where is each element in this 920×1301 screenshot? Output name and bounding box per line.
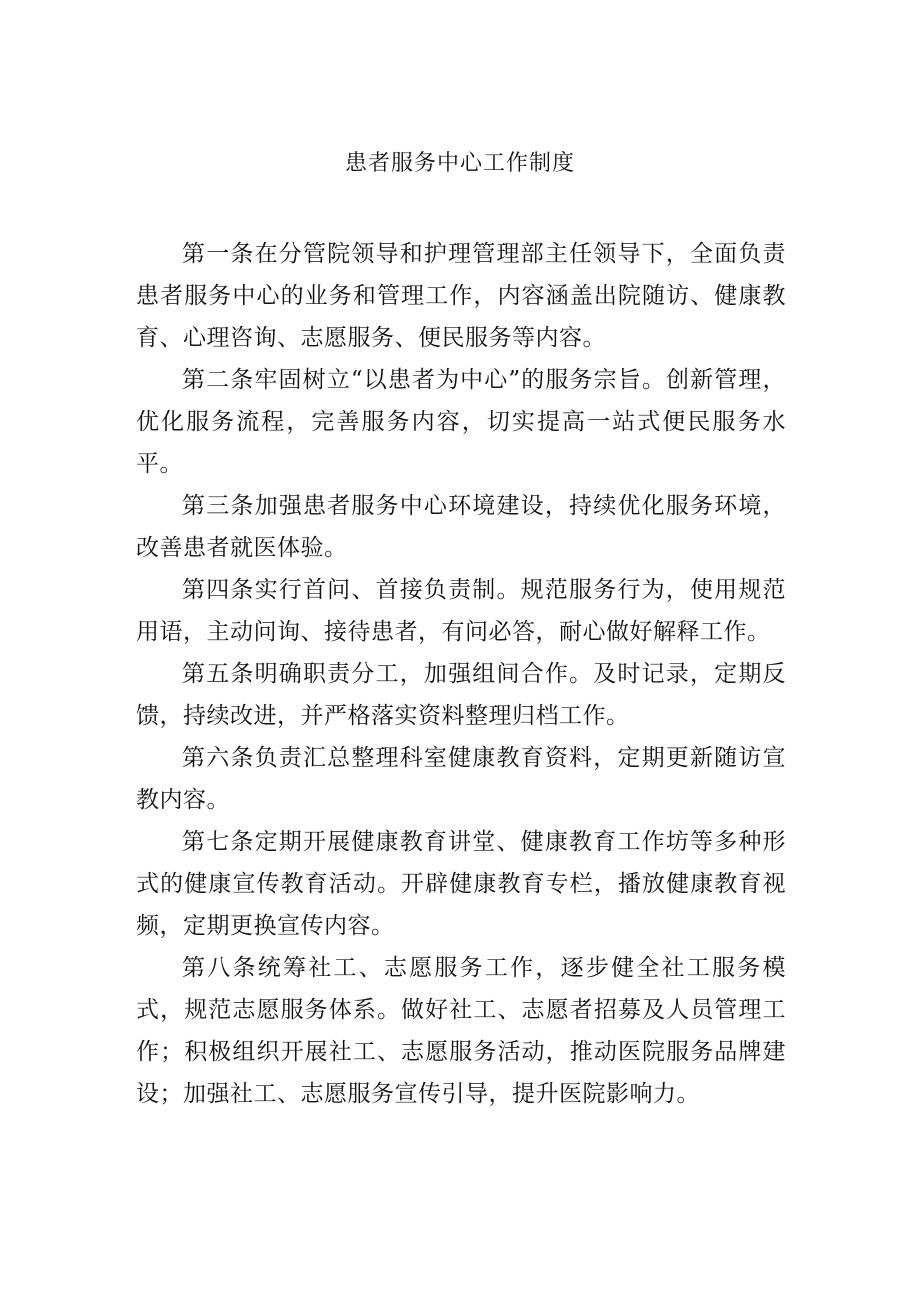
article-5: 第五条明确职责分工，加强组间合作。及时记录，定期反馈，持续改进，并严格落实资料整理归档工作。 [136, 661, 786, 729]
article-list [136, 233, 786, 1115]
article-8: 第八条统筹社工、志愿服务工作，逐步健全社工服务模式，规范志愿服务体系。做好社工、志愿者招募及人员管理工作；积极组织开展社工、志愿服务活动，推动医院服务品牌建设；加强社工、志愿服务宣传引导，提升医院影响力。 [136, 955, 786, 1107]
document-title: 患者服务中心工作制度 [344, 151, 575, 176]
article-2: 第二条牢固树立“以患者为中心”的服务宗旨。创新管理，优化服务流程，完善服务内容，切实提高一站式便民服务水平。 [136, 367, 786, 477]
article-7: 第七条定期开展健康教育讲堂、健康教育工作坊等多种形式的健康宣传教育活动。开辟健康教育专栏，播放健康教育视频，定期更换宣传内容。 [136, 829, 786, 939]
article-6: 第六条负责汇总整理科室健康教育资料，定期更新随访宣教内容。 [136, 745, 786, 813]
article-3: 第三条加强患者服务中心环境建设，持续优化服务环境，改善患者就医体验。 [136, 493, 786, 561]
article-4: 第四条实行首问、首接负责制。规范服务行为，使用规范用语，主动问询、接待患者，有问必答，耐心做好解释工作。 [136, 577, 786, 645]
article-1: 第一条在分管院领导和护理管理部主任领导下，全面负责患者服务中心的业务和管理工作，内容涵盖出院随访、健康教育、心理咨询、志愿服务、便民服务等内容。 [136, 241, 786, 351]
